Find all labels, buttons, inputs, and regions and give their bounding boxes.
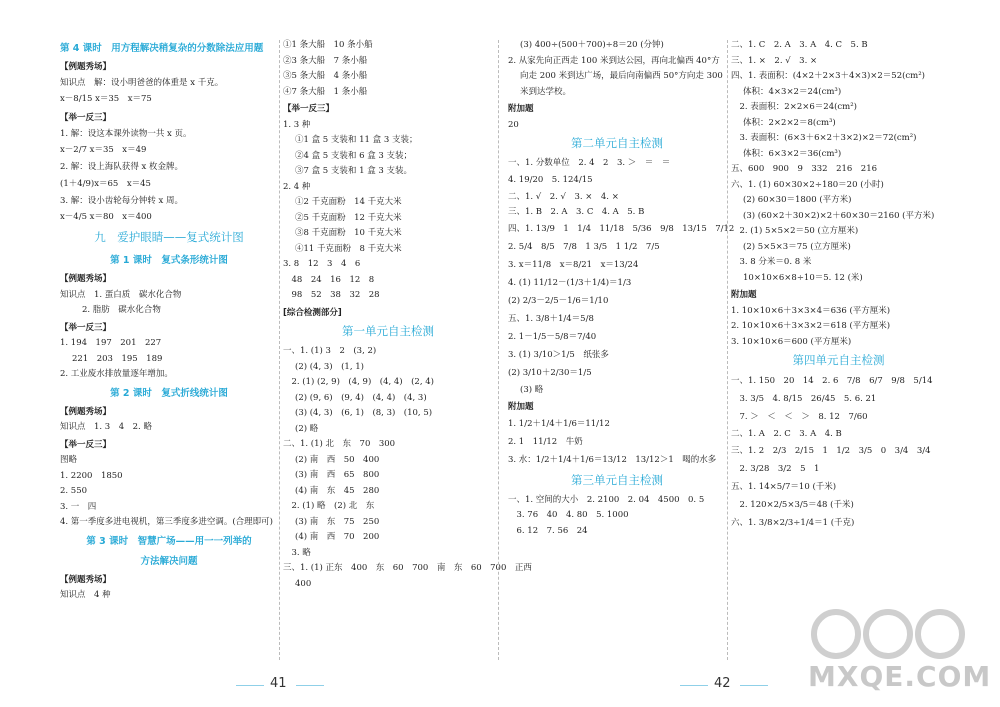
answer-line: 2. 550 bbox=[60, 486, 88, 496]
answer-line: 2. 4 种 bbox=[283, 181, 311, 192]
answer-line: 3. 76 40 4. 80 5. 1000 bbox=[508, 510, 629, 520]
answer-line: 3. 一 四 bbox=[60, 501, 97, 512]
answer-line: 图略 bbox=[60, 455, 78, 465]
answer-line: 2. 120×2/5×3/5＝48 (千米) bbox=[731, 499, 854, 510]
column-divider bbox=[279, 40, 280, 660]
lesson-title: 方法解决问题 bbox=[140, 555, 198, 567]
answer-line: 3. 3/5 4. 8/15 26/45 5. 6. 21 bbox=[731, 394, 877, 404]
answer-line: 米到达学校。 bbox=[520, 86, 572, 97]
answer-line: 1. 194 197 201 227 bbox=[60, 338, 162, 348]
answer-line: 20 bbox=[508, 119, 519, 130]
answer-line: (3) 南 西 65 800 bbox=[295, 470, 380, 480]
answer-line: 知识点 4 种 bbox=[60, 590, 111, 600]
watermark-text: MXQE.COM bbox=[808, 660, 992, 693]
answer-line: (2) 南 西 50 400 bbox=[295, 454, 380, 465]
answer-line: 48 24 16 12 8 bbox=[283, 274, 375, 285]
answer-line: 1. 3 种 bbox=[283, 119, 311, 130]
answer-line: 2. 1－1/5－5/8＝7/40 bbox=[508, 331, 597, 342]
answer-line: 六、1. 3/8×2/3÷1/4＝1 (千克) bbox=[731, 517, 855, 528]
answer-line: x－2/7 x＝35 x＝49 bbox=[60, 145, 147, 155]
section-tag: 附加题 bbox=[731, 290, 757, 300]
answer-line: 五、1. 14×5/7＝10 (千米) bbox=[731, 481, 837, 492]
unit-title: 第三单元自主检测 bbox=[571, 472, 663, 487]
lesson-title: 第 1 课时 复式条形统计图 bbox=[110, 255, 228, 266]
answer-line: 3. 略 bbox=[283, 547, 311, 558]
answer-line: 一、1. 空间的大小 2. 2100 2. 04 4500 0. 5 bbox=[508, 494, 705, 505]
answer-line: 2. 从家先向正西走 100 米到达公园，再向北偏西 40°方 bbox=[508, 55, 720, 66]
section-tag: 【举一反三】 bbox=[60, 439, 112, 450]
answer-line: 98 52 38 32 28 bbox=[283, 290, 380, 300]
answer-line: 2. 表面积：2×2×6＝24(cm²) bbox=[731, 102, 857, 112]
answer-line: (2) 略 bbox=[295, 423, 319, 434]
answer-line: 向走 200 米到达广场，最后向南偏西 50°方向走 300 bbox=[520, 71, 723, 81]
answer-line: (3) 略 bbox=[520, 384, 544, 395]
answer-line: 3. 解：设小齿轮每分钟转 x 周。 bbox=[60, 195, 184, 206]
answer-line: 6. 12 7. 56 24 bbox=[508, 525, 588, 536]
answer-line: 二、1. √ 2. √ 3. × 4. × bbox=[508, 191, 619, 202]
answer-line: 2. 工业废水排放量逐年增加。 bbox=[60, 369, 173, 379]
answer-line: 4. 第一季度多进电视机，第三季度多进空调。(合理即可) bbox=[60, 517, 273, 527]
answer-line: 六、1. (1) 60×30×2÷180＝20 (小时) bbox=[731, 179, 884, 190]
answer-line: ②3 条大船 7 条小船 bbox=[283, 55, 368, 66]
unit-title: 第二单元自主检测 bbox=[571, 136, 663, 150]
answer-line: 3. 8 分米＝0. 8 米 bbox=[731, 257, 812, 267]
page-number-rule bbox=[740, 685, 768, 686]
answer-line: ④11 千克面粉 8 千克大米 bbox=[295, 243, 402, 254]
answer-line: ③5 条大船 4 条小船 bbox=[283, 71, 368, 81]
answer-line: (1＋4/9)x＝65 x＝45 bbox=[60, 178, 151, 189]
column-3 bbox=[508, 40, 735, 541]
lesson-title: 第 2 课时 复式折线统计图 bbox=[110, 387, 228, 399]
section-tag: 【例题秀场】 bbox=[60, 274, 112, 284]
unit-title: 九 爱护眼睛——复式统计图 bbox=[94, 230, 244, 244]
answer-line: ③7 盒 5 支装和 1 盒 3 支装。 bbox=[295, 166, 413, 176]
answer-line: 2. (1) 5×5×2＝50 (立方厘米) bbox=[731, 226, 859, 236]
answer-line: 五、600 900 9 332 216 216 bbox=[731, 164, 878, 174]
answer-line: 7. ＞ ＜ ＜ ＞ 8. 12 7/60 bbox=[731, 412, 868, 422]
answer-line: 二、1. A 2. C 3. A 4. B bbox=[731, 429, 842, 439]
answer-line: 3. x＝11/8 x＝8/21 x＝13/24 bbox=[508, 259, 639, 270]
answer-line: 一、1. (1) 3 2 (3, 2) bbox=[283, 346, 377, 356]
section-tag: 【举一反三】 bbox=[60, 322, 112, 333]
answer-line: 1. 10×10×6＋3×3×4＝636 (平方厘米) bbox=[731, 305, 891, 316]
answer-line: 五、1. 3/8＋1/4＝5/8 bbox=[508, 313, 594, 324]
answer-line: 四、1. 13/9 1 1/4 11/18 5/36 9/8 13/15 7/12 bbox=[508, 223, 735, 234]
unit-title: 第四单元自主检测 bbox=[792, 353, 885, 367]
answer-line: 3. (1) 3/10＞1/5 纸张多 bbox=[508, 349, 609, 360]
answer-line: (4) 南 西 70 200 bbox=[295, 532, 380, 542]
answer-line: 3. 10×10×6＝600 (平方厘米) bbox=[731, 336, 852, 347]
answer-line: 221 203 195 189 bbox=[72, 353, 163, 364]
answer-line: (3) (60×2＋30×2)×2＋60×30＝2160 (平方米) bbox=[743, 210, 935, 221]
answer-line: ①1 盒 5 支装和 11 盒 3 支装； bbox=[295, 135, 418, 145]
page-number-rule bbox=[296, 685, 324, 686]
answer-line: 1. 解：设这本课外读物一共 x 页。 bbox=[60, 128, 192, 139]
answer-line: (2) (4, 3) (1, 1) bbox=[295, 361, 364, 372]
answer-line: 知识点 1. 蛋白质 碳水化合物 bbox=[60, 289, 182, 300]
lesson-title: 第 3 课时 智慧广场——用一一列举的 bbox=[86, 535, 252, 547]
answer-line: (3) (4, 3) (6, 1) (8, 3) (10, 5) bbox=[295, 408, 433, 418]
answer-line: 2. 解：设上海队获得 x 枚金牌。 bbox=[60, 162, 184, 172]
page-number-right: 42 bbox=[714, 676, 731, 691]
answer-line: 2. 10×10×6＋3×3×2＝618 (平方厘米) bbox=[731, 321, 891, 331]
answer-line: 4. 19/20 5. 124/15 bbox=[508, 174, 593, 185]
answer-line: 2. 5/4 8/5 7/8 1 3/5 1 1/2 7/5 bbox=[508, 241, 660, 252]
answer-line: 400 bbox=[295, 578, 312, 589]
section-tag: 【例题秀场】 bbox=[60, 406, 112, 417]
answer-line: (2) (9, 6) (9, 4) (4, 4) (4, 3) bbox=[295, 392, 427, 403]
answer-line: (2) 3/10＋2/30＝1/5 bbox=[508, 367, 592, 378]
answer-line: 2. 1 11/12 牛奶 bbox=[508, 436, 583, 447]
answer-line: (4) 南 东 45 280 bbox=[295, 485, 380, 496]
answer-line: 4. (1) 11/12－(1/3＋1/4)＝1/3 bbox=[508, 277, 632, 288]
answer-line: 体积：4×3×2＝24(cm³) bbox=[743, 86, 842, 97]
answer-line: x－8/15 x＝35 x＝75 bbox=[60, 94, 152, 104]
answer-line: 3. 表面积：(6×3＋6×2＋3×2)×2＝72(cm²) bbox=[731, 133, 917, 143]
answer-line: ①1 条大船 10 条小船 bbox=[283, 40, 373, 50]
answer-line: (3) 南 东 75 250 bbox=[295, 516, 380, 527]
section-tag: 附加题 bbox=[508, 104, 534, 114]
answer-line: 二、1. (1) 北 东 70 300 bbox=[283, 439, 396, 449]
answer-line: 1. 2200 1850 bbox=[60, 470, 123, 481]
answer-line: (2) 2/3－2/5－1/6＝1/10 bbox=[508, 295, 609, 306]
answer-line: 2. 3/28 3/2 5 1 bbox=[731, 463, 820, 474]
section-tag: 附加题 bbox=[508, 402, 534, 412]
section-tag: 【例题秀场】 bbox=[60, 62, 112, 72]
answer-line: 一、1. 分数单位 2. 4 2 3. ＞ ＝ ＝ bbox=[508, 158, 671, 168]
page-number-rule bbox=[236, 685, 264, 686]
section-tag: 【举一反三】 bbox=[283, 104, 335, 114]
answer-line: 2. 脂肪 碳水化合物 bbox=[82, 305, 161, 315]
answer-line: ①2 千克面粉 14 千克大米 bbox=[295, 197, 402, 207]
answer-line: 2. (1) 略 (2) 北 东 bbox=[283, 501, 375, 511]
answer-line: x－4/5 x＝80 x＝400 bbox=[60, 212, 152, 222]
answer-line: ④7 条大船 1 条小船 bbox=[283, 86, 368, 97]
answer-line: ②4 盒 5 支装和 6 盒 3 支装； bbox=[295, 150, 413, 161]
answer-line: ②5 千克面粉 12 千克大米 bbox=[295, 212, 402, 223]
answer-line: 四、1. 表面积：(4×2＋2×3＋4×3)×2＝52(cm²) bbox=[731, 71, 925, 81]
answer-line: 1. 1/2＋1/4＋1/6＝11/12 bbox=[508, 418, 610, 429]
section-tag: [综合检测部分] bbox=[283, 307, 342, 318]
answer-line: 三、1. × 2. √ 3. × bbox=[731, 55, 818, 66]
answer-line: 体积：2×2×2＝8(cm³) bbox=[743, 117, 836, 128]
answer-line: 3. 8 12 3 4 6 bbox=[283, 259, 361, 269]
page-number-left: 41 bbox=[270, 676, 287, 691]
answer-line: (2) 60×30＝1800 (平方米) bbox=[743, 195, 852, 205]
answer-line: 知识点 1. 3 4 2. 略 bbox=[60, 422, 152, 432]
answer-line: (2) 5×5×3＝75 (立方厘米) bbox=[743, 241, 851, 252]
answer-line: 体积：6×3×2＝36(cm³) bbox=[743, 148, 842, 159]
unit-title: 第一单元自主检测 bbox=[342, 324, 434, 338]
answer-line: 3. 水：1/2＋1/4＋1/6＝13/12 13/12＞1 喝的水多 bbox=[508, 454, 717, 465]
answer-line: (3) 400÷(500＋700)÷8＝20 (分钟) bbox=[520, 40, 664, 50]
answer-line: 三、1. 2 2/3 2/15 1 1/2 3/5 0 3/4 3/4 bbox=[731, 445, 931, 456]
page-gutter bbox=[498, 40, 499, 660]
answer-line: 三、1. (1) 正东 400 东 60 700 南 东 60 700 正西 bbox=[283, 563, 532, 573]
answer-line: 三、1. B 2. A 3. C 4. A 5. B bbox=[508, 207, 645, 217]
page-number-rule bbox=[680, 685, 708, 686]
column-1 bbox=[60, 40, 278, 606]
answer-line: 2. (1) (2, 9) (4, 9) (4, 4) (2, 4) bbox=[283, 377, 434, 387]
column-4 bbox=[731, 40, 946, 535]
answer-line: 二、1. C 2. A 3. A 4. C 5. B bbox=[731, 40, 868, 50]
section-tag: 【举一反三】 bbox=[60, 113, 112, 123]
answer-line: ③8 千克面粉 10 千克大米 bbox=[295, 228, 402, 238]
section-tag: 【例题秀场】 bbox=[60, 574, 112, 585]
answer-line: 知识点 解：设小明爸爸的体重是 x 千克。 bbox=[60, 77, 224, 88]
answer-line: 10×10×6×8÷10＝5. 12 (米) bbox=[743, 272, 863, 283]
column-divider bbox=[727, 40, 728, 660]
lesson-heading: 第 4 课时 用方程解决稍复杂的分数除法应用题 bbox=[60, 43, 264, 54]
answer-line: 一、1. 150 20 14 2. 6 7/8 6/7 9/8 5/14 bbox=[731, 376, 933, 386]
